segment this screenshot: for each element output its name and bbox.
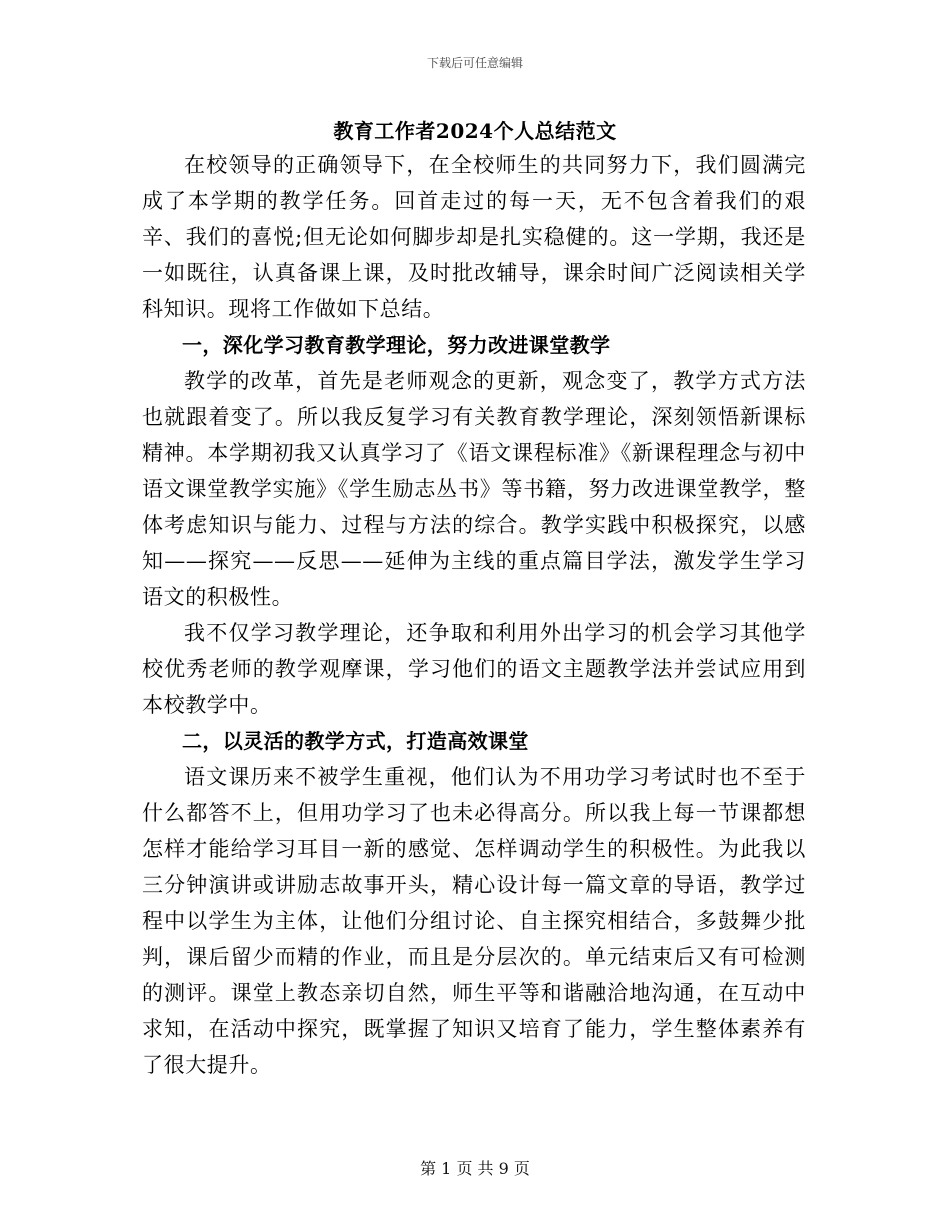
section-2-paragraph-1: 语文课历来不被学生重视，他们认为不用功学习考试时也不至于什么都答不上，但用功学习了也未必得高分。所以我上每一节课都想怎样才能给学习耳目一新的感觉、怎样调动学生的积极性。为此我以三分钟演讲或讲励志故事开头，精心设计每一篇文章的导语，教学过程中以学生为主体，让他们分组讨论、自主探究相结合，多鼓舞少批判，课后留少而精的作业，而且是分层次的。单元结束后又有可检测的测评。课堂上教态亲切自然，师生平等和谐融洽地沟通，在互动中求知，在活动中探究，既掌握了知识又培育了能力，学生整体素养有了很大提升。: [142, 765, 806, 1077]
intro-paragraph: 在校领导的正确领导下，在全校师生的共同努力下，我们圆满完成了本学期的教学任务。回首走过的每一天，无不包含着我们的艰辛、我们的喜悦;但无论如何脚步却是扎实稳健的。这一学期，我还是一如既往，认真备课上课，及时批改辅导，课余时间广泛阅读相关学科知识。现将工作做如下总结。: [142, 153, 806, 321]
document-title: 教育工作者2024个人总结范文: [333, 119, 617, 143]
section-heading-1: 一，深化学习教育教学理论，努力改进课堂教学: [182, 333, 611, 357]
section-1-paragraph-2: 我不仅学习教学理论，还争取和利用外出学习的机会学习其他学校优秀老师的教学观摩课，学习他们的语文主题教学法并尝试应用到本校教学中。: [142, 621, 806, 717]
header-note: 下载后可任意编辑: [426, 56, 523, 70]
section-1-paragraph-1: 教学的改革，首先是老师观念的更新，观念变了，教学方式方法也就跟着变了。所以我反复学习有关教育教学理论，深刻领悟新课标精神。本学期初我又认真学习了《语文课程标准》《新课程理念与初中语文课堂教学实施》《学生励志丛书》等书籍，努力改进课堂教学，整体考虑知识与能力、过程与方法的综合。教学实践中积极探究，以感知——探究——反思——延伸为主线的重点篇目学法，激发学生学习语文的积极性。: [142, 369, 806, 609]
section-heading-2: 二，以灵活的教学方式，打造高效课堂: [182, 729, 529, 753]
document-body: [142, 147, 806, 1083]
page-number-footer: 第 1 页 共 9 页: [420, 1159, 530, 1178]
